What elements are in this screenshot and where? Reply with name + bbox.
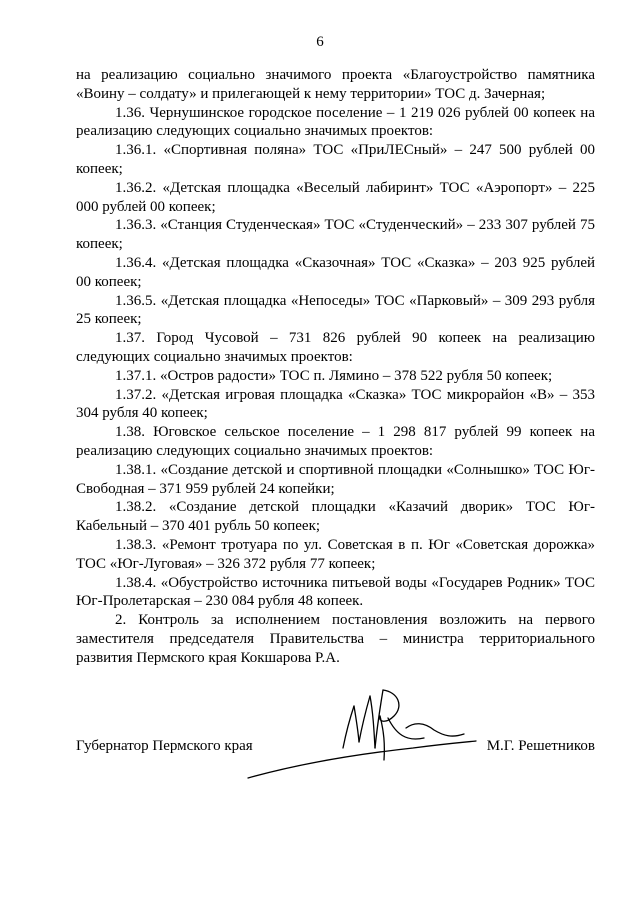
paragraph: 1.36.3. «Станция Студенческая» ТОС «Студенческий» – 233 307 рублей 75 копеек;	[76, 217, 595, 253]
paragraph: 1.36.4. «Детская площадка «Сказочная» ТОС «Сказка» – 203 925 рублей 00 копеек;	[76, 254, 595, 290]
paragraph: 1.38.1. «Создание детской и спортивной площадки «Солнышко» ТОС Юг-Свободная – 371 959 рублей 24 копейки;	[76, 461, 595, 497]
paragraph: 1.37.1. «Остров радости» ТОС п. Лямино – 378 522 рубля 50 копеек;	[115, 367, 553, 384]
paragraph: на реализацию социально значимого проекта «Благоустройство памятника «Воину – солдату» и прилегающей к нему территории» ТОС д. Зачерная;	[76, 67, 595, 102]
paragraph: 1.36. Чернушинское городское поселение – 1 219 026 рублей 00 копеек на реализацию следующих социально значимых проектов:	[76, 104, 595, 140]
page-number: 6	[316, 34, 324, 50]
paragraph: 1.36.5. «Детская площадка «Непоседы» ТОС «Парковый» – 309 293 рубля 25 копеек;	[76, 292, 595, 328]
paragraph: 1.37.2. «Детская игровая площадка «Сказка» ТОС микрорайон «В» – 353 304 рубля 40 копеек;	[76, 386, 595, 422]
signature-block	[76, 738, 595, 760]
signatory-name: М.Г. Решетников	[486, 738, 595, 754]
signatory-position: Губернатор Пермского края	[76, 738, 253, 754]
paragraph: 1.37. Город Чусовой – 731 826 рублей 90 копеек на реализацию следующих социально значимых проектов:	[76, 330, 595, 365]
paragraph: 1.36.2. «Детская площадка «Веселый лабиринт» ТОС «Аэропорт» – 225 000 рублей 00 копеек;	[76, 179, 595, 215]
paragraph: 2. Контроль за исполнением постановления возложить на первого заместителя председателя Правительства – министра территориального развития Пермского края Кокшарова Р.А.	[76, 612, 595, 666]
paragraph: 1.38.2. «Создание детской площадки «Казачий дворик» ТОС Юг-Кабельный – 370 401 рубль 50 копеек;	[76, 499, 595, 535]
paragraph: 1.36.1. «Спортивная поляна» ТОС «ПриЛЕСный» – 247 500 рублей 00 копеек;	[76, 142, 595, 177]
document-body	[76, 66, 595, 668]
paragraph: 1.38.3. «Ремонт тротуара по ул. Советская в п. Юг «Советская дорожка» ТОС «Юг-Луговая» – 326 372 рубля 77 копеек;	[76, 536, 595, 572]
paragraph: 1.38. Юговское сельское поселение – 1 298 817 рублей 99 копеек на реализацию следующих социально значимых проектов:	[76, 424, 595, 459]
paragraph: 1.38.4. «Обустройство источника питьевой воды «Государев Родник» ТОС Юг-Пролетарская – 230 084 рубля 48 копеек.	[76, 574, 595, 610]
